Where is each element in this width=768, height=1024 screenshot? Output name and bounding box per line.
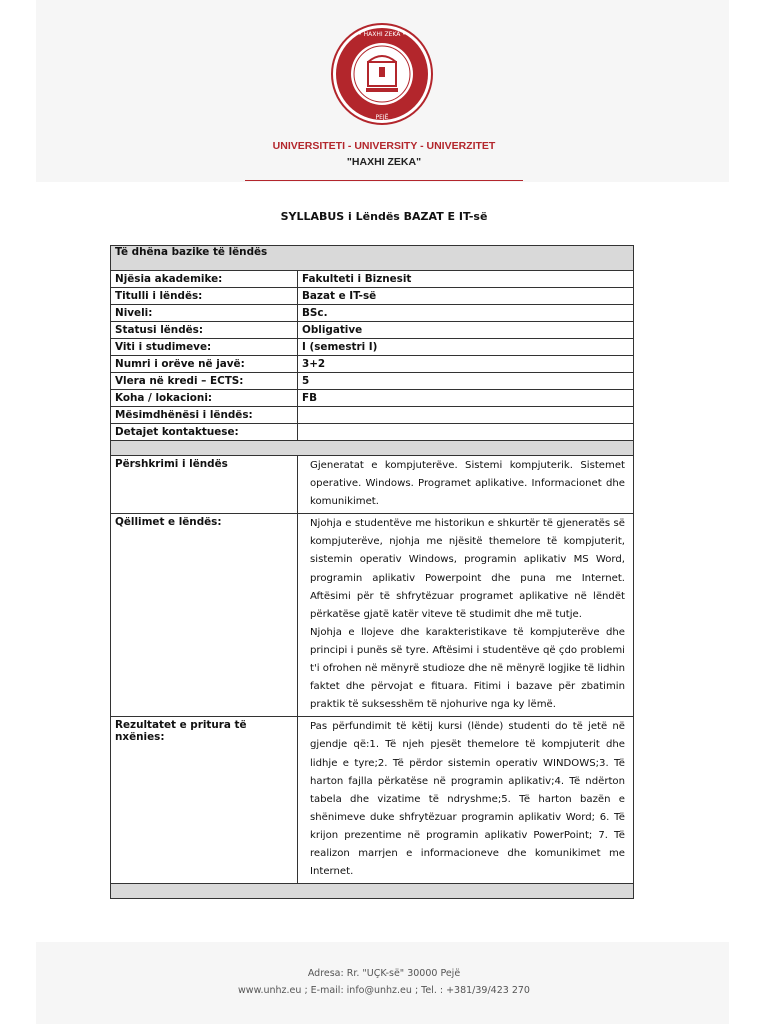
table-row xyxy=(111,271,634,288)
header-divider xyxy=(245,180,523,181)
row-label: Niveli: xyxy=(111,305,298,322)
goals-paragraph: Njohja e studentëve me historikun e shkurtër të gjeneratës së kompjuterëve, njohja me njësitë themelore të kompjuterit, sistemin operativ Windows, programin aplikativ MS Word, programin aplikativ Powerpoint dhe puna me Internet. Aftësimi për të shfrytëzuar programet aplikative në lëndët përkatëse gjatë katër viteve të studimit dhe më tutje. xyxy=(310,518,625,620)
row-value xyxy=(298,407,634,424)
table-row xyxy=(111,373,634,390)
row-label: Koha / lokacioni: xyxy=(111,390,298,407)
outcomes-row xyxy=(111,717,634,884)
row-label: Vlera në kredi – ECTS: xyxy=(111,373,298,390)
university-name: "HAXHI ZEKA" xyxy=(346,156,422,168)
row-value: 3+2 xyxy=(298,356,634,373)
syllabus-table xyxy=(110,245,634,899)
description-label: Përshkrimi i lëndës xyxy=(111,456,298,514)
row-value: FB xyxy=(298,390,634,407)
row-value: Bazat e IT-së xyxy=(298,288,634,305)
row-value: 5 xyxy=(298,373,634,390)
basic-section-header xyxy=(111,246,634,271)
footer-band xyxy=(36,942,729,1024)
university-seal-icon xyxy=(330,22,434,126)
row-label: Detajet kontaktuese: xyxy=(111,424,298,441)
row-label: Mësimdhënësi i lëndës: xyxy=(111,407,298,424)
table-row xyxy=(111,424,634,441)
svg-text:• HAXHI ZEKA •: • HAXHI ZEKA • xyxy=(358,31,406,38)
footer-contacts: www.unhz.eu ; E-mail: info@unhz.eu ; Tel. : +381/39/423 270 xyxy=(238,985,530,996)
university-line: UNIVERSITETI - UNIVERSITY - UNIVERZITET xyxy=(272,140,496,152)
outcomes-label: Rezultatet e pritura të nxënies: xyxy=(111,717,298,884)
row-value xyxy=(298,424,634,441)
row-value: Obligative xyxy=(298,322,634,339)
row-value: Fakulteti i Biznesit xyxy=(298,271,634,288)
row-value: BSc. xyxy=(298,305,634,322)
table-row xyxy=(111,339,634,356)
goals-paragraph: Njohja e llojeve dhe karakteristikave të kompjuterëve dhe principi i punës së tyre. Aftësimi i studentëve që çdo problemi t'i ofrohen në mënyrë studioze dhe në mënyrë logjike të lidhin faktet dhe përvojat e fituara. Fitimi i bazave për zbatimin praktik të suksesshëm të njohurive nga ky lëmë. xyxy=(310,626,625,711)
row-label: Numri i orëve në javë: xyxy=(111,356,298,373)
description-text: Gjeneratat e kompjuterëve. Sistemi kompjuterik. Sistemet operative. Windows. Programet aplikative. Informacionet dhe komunikimet. xyxy=(298,456,634,514)
table-row xyxy=(111,390,634,407)
table-row xyxy=(111,407,634,424)
row-value: I (semestri I) xyxy=(298,339,634,356)
svg-text:PEJË: PEJË xyxy=(375,114,389,121)
row-label: Titulli i lëndës: xyxy=(111,288,298,305)
row-label: Viti i studimeve: xyxy=(111,339,298,356)
description-row xyxy=(111,456,634,514)
table-row xyxy=(111,305,634,322)
row-label: Njësia akademike: xyxy=(111,271,298,288)
footer-address: Adresa: Rr. "UÇK-së" 30000 Pejë xyxy=(307,968,461,979)
document-title: SYLLABUS i Lëndës BAZAT E IT-së xyxy=(280,210,488,223)
goals-label: Qëllimet e lëndës: xyxy=(111,514,298,717)
outcomes-text: Pas përfundimit të këtij kursi (lënde) studenti do të jetë në gjendje që:1. Të njeh pjesët themelore të kompjuterit dhe lidhje e tyre;2. Të përdor sistemin operativ WINDOWS;3. Të harton fajlla përkatëse në programin aplikativ;4. Të ndërton tabela dhe vizatime të ndryshme;5. Të harton bazën e shënimeve duke shfrytëzuar programin aplikativ Word; 6. Të krijon prezentime në programin aplikativ PowerPoint; 7. Të realizon marrjen e informacioneve dhe komunikimet me Internet. xyxy=(298,717,634,884)
section-spacer xyxy=(111,884,634,899)
goals-row xyxy=(111,514,634,717)
section-spacer xyxy=(111,441,634,456)
table-row xyxy=(111,356,634,373)
table-row xyxy=(111,288,634,305)
basic-section-title: Të dhëna bazike të lëndës xyxy=(111,246,634,271)
table-row xyxy=(111,322,634,339)
goals-text xyxy=(298,514,634,717)
row-label: Statusi lëndës: xyxy=(111,322,298,339)
